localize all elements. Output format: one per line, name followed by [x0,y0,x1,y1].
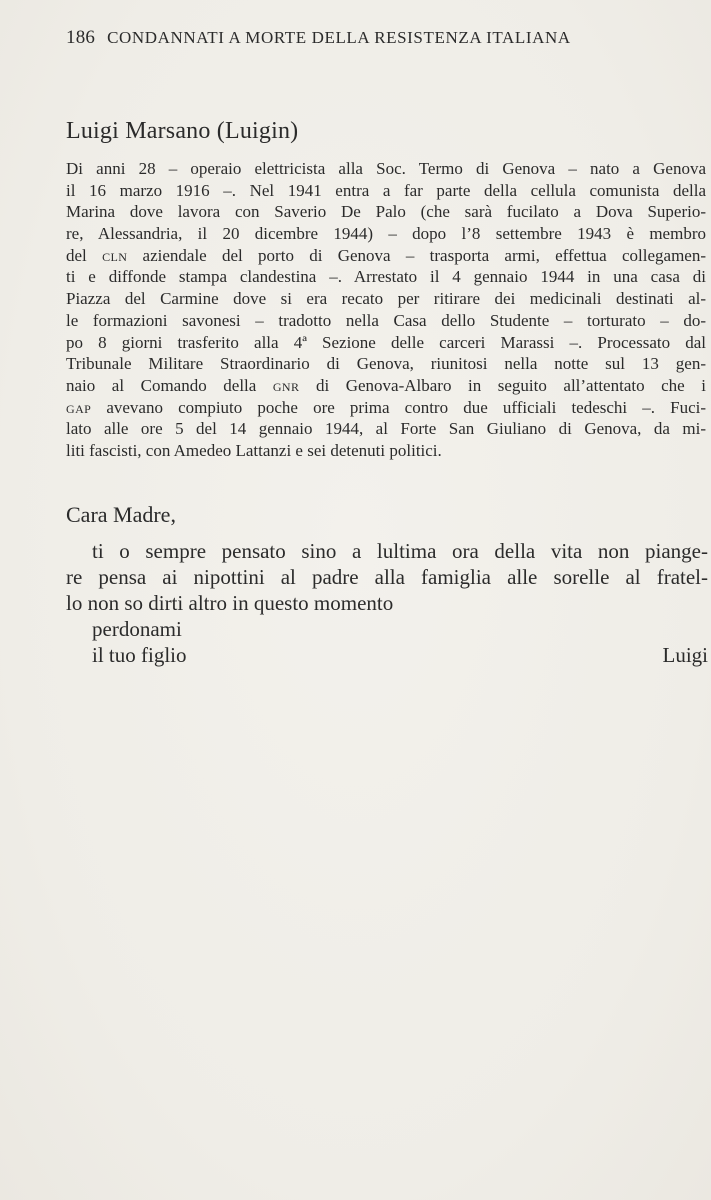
running-head [66,27,571,49]
bio-text: il 16 marzo 1916 –. Nel 1941 entra a far parte della cellula comunista della [66,180,706,200]
bio-line [66,375,706,397]
bio-text: Di anni 28 – operaio elettricista alla Soc. Termo di Genova – nato a Genova [66,159,706,178]
bio-line [66,201,706,223]
letter-closing: perdonami [92,617,182,641]
bio-line [66,418,706,440]
bio-text: lato alle ore 5 del 14 gennaio 1944, al Forte San Giuliano di Genova, da mi- [66,419,706,439]
bio-line [66,353,706,375]
bio-text: naio al Comando della [66,375,273,395]
bio-line [66,397,706,419]
bio-text: le formazioni savonesi – tradotto nella Casa dello Studente – torturato – do- [66,310,706,330]
bio-text: Tribunale Militare Straordinario di Genova, riunitosi nella notte sul 13 gen- [66,354,706,374]
bio-text: del [66,245,103,265]
acronym: gap [66,397,92,417]
bio-text: Marina dove lavora con Saverio De Palo (che sarà fucilato a Dova Superio- [66,202,706,222]
bio-text: liti fascisti, con Amedeo Lattanzi e sei detenuti politici. [66,440,442,460]
bio-line [66,266,706,288]
page-number: 186 [66,27,96,48]
bio-line [66,223,706,245]
acronym: cln [102,245,128,265]
letter-salutation: Cara Madre, [66,502,176,527]
bio-text: di Genova-Albaro in seguito all’attentato che i [299,375,706,395]
bio-text: re, Alessandria, il 20 dicembre 1944) – dopo l’8 settembre 1943 è membro [66,224,706,244]
bio-text: po 8 giorni trasferito alla 4ª Sezione delle carceri Marassi –. Processato dal [66,332,706,352]
bio-line [66,440,706,462]
acronym: gnr [272,375,300,395]
letter-sign-row [66,642,708,668]
bio-text: avevano compiuto poche ore prima contro due ufficiali tedeschi –. Fuci- [91,397,706,417]
letter-signature: Luigi [662,643,708,667]
letter-body-line: ti o sempre pensato sino a lultima ora della vita non piange- [92,539,708,563]
letter-body-line: lo non so dirti altro in questo momento [66,591,394,615]
entry-name-heading: Luigi Marsano (Luigin) [66,118,299,144]
bio-line [66,288,706,310]
bio-line [66,158,706,180]
biography-paragraph [66,158,706,462]
letter-body-line: re pensa ai nipottini al padre alla famiglia alle sorelle al fratel- [66,565,708,589]
bio-line [66,245,706,267]
bio-line [66,332,706,354]
book-title: CONDANNATI A MORTE DELLA RESISTENZA ITALIANA [107,28,571,47]
bio-text: ti e diffonde stampa clandestina –. Arrestato il 4 gennaio 1944 in una casa di [66,267,706,287]
letter [66,500,708,668]
bio-text: aziendale del porto di Genova – trasporta armi, effettua collegamen- [127,245,706,265]
bio-line [66,180,706,202]
bio-text: Piazza del Carmine dove si era recato per ritirare dei medicinali destinati al- [66,289,706,309]
bio-line [66,310,706,332]
letter-sign-off: il tuo figlio [92,643,187,667]
